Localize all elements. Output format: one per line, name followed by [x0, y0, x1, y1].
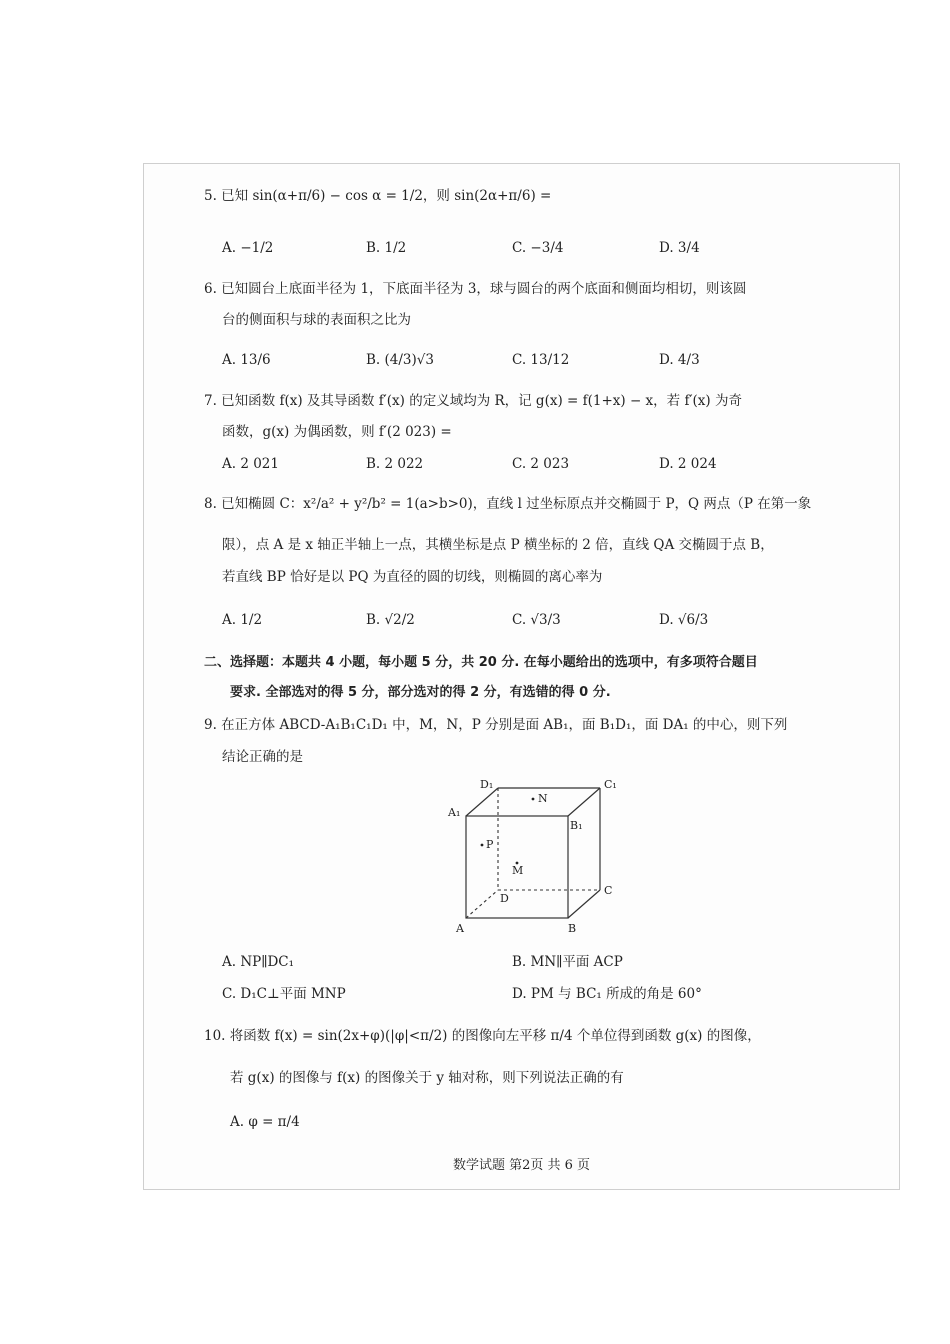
label-m: M [512, 864, 524, 877]
q5-option-d: D. 3/4 [659, 240, 700, 256]
point-p [481, 844, 484, 847]
q5-option-a: A. −1/2 [222, 240, 274, 256]
q5-stem: 5. 已知 sin(α+π/6) − cos α = 1/2，则 sin(2α+π/6) = [204, 188, 552, 204]
q10-line-1: 10. 将函数 f(x) = sin(2x+φ)(|φ|<π/2) 的图像向左平移 π/4 个单位得到函数 g(x) 的图像， [204, 1028, 761, 1044]
q8-line-2: 限），点 A 是 x 轴正半轴上一点，其横坐标是点 P 横坐标的 2 倍，直线 QA 交椭圆于点 B， [222, 537, 774, 553]
label-p: P [486, 838, 494, 851]
q7-line-2: 函数，g(x) 为偶函数，则 f′(2 023) = [222, 424, 452, 440]
q8-line-3: 若直线 BP 恰好是以 PQ 为直径的圆的切线，则椭圆的离心率为 [222, 569, 603, 585]
q6-option-d: D. 4/3 [659, 352, 700, 368]
cube-edge-b1c1 [568, 788, 600, 816]
cube-hidden-edge-ad [466, 890, 498, 918]
q7-option-c: C. 2 023 [512, 456, 570, 472]
exam-page [143, 163, 900, 1190]
label-b1: B₁ [570, 819, 583, 832]
q9-option-b: B. MN∥平面 ACP [512, 954, 623, 970]
q8-option-b: B. √2/2 [366, 612, 415, 628]
label-d1: D₁ [480, 778, 494, 791]
section2-instructions-2: 要求. 全部选对的得 5 分，部分选对的得 2 分，有选错的得 0 分. [230, 685, 611, 700]
point-n [532, 798, 535, 801]
q8-line-1: 8. 已知椭圆 C：x²/a² + y²/b² = 1(a>b>0)，直线 l 过坐标原点并交椭圆于 P，Q 两点（P 在第一象 [204, 496, 812, 512]
point-m [516, 862, 519, 865]
q8-option-c: C. √3/3 [512, 612, 561, 628]
cube-edge-a1d1 [466, 788, 498, 816]
q7-option-b: B. 2 022 [366, 456, 424, 472]
label-a: A [456, 922, 464, 935]
q6-option-b: B. (4/3)√3 [366, 352, 434, 368]
q9-line-2: 结论正确的是 [222, 749, 303, 765]
q9-line-1: 9. 在正方体 ABCD-A₁B₁C₁D₁ 中，M，N，P 分别是面 AB₁，面 B₁D₁，面 DA₁ 的中心，则下列 [204, 717, 788, 733]
label-c1: C₁ [604, 778, 617, 791]
cube-figure [436, 776, 626, 936]
section2-instructions-1: 二、选择题：本题共 4 小题，每小题 5 分，共 20 分. 在每小题给出的选项中，有多项符合题目 [204, 655, 758, 670]
q9-option-a: A. NP∥DC₁ [222, 954, 295, 970]
q6-line-2: 台的侧面积与球的表面积之比为 [222, 312, 411, 328]
q7-option-a: A. 2 021 [222, 456, 279, 472]
q9-option-d: D. PM 与 BC₁ 所成的角是 60° [512, 986, 702, 1002]
label-a1: A₁ [448, 806, 461, 819]
q10-option-a: A. φ = π/4 [230, 1114, 300, 1130]
label-n: N [538, 792, 548, 805]
q10-line-2: 若 g(x) 的图像与 f(x) 的图像关于 y 轴对称，则下列说法正确的有 [230, 1070, 624, 1086]
q7-line-1: 7. 已知函数 f(x) 及其导函数 f′(x) 的定义域均为 R，记 g(x) = f(1+x) − x，若 f′(x) 为奇 [204, 393, 742, 409]
q5-option-b: B. 1/2 [366, 240, 407, 256]
q6-option-a: A. 13/6 [222, 352, 271, 368]
label-d: D [500, 892, 509, 905]
q8-option-a: A. 1/2 [222, 612, 263, 628]
q8-option-d: D. √6/3 [659, 612, 709, 628]
label-b: B [568, 922, 577, 935]
q7-option-d: D. 2 024 [659, 456, 717, 472]
q6-line-1: 6. 已知圆台上底面半径为 1，下底面半径为 3，球与圆台的两个底面和侧面均相切，则该圆 [204, 281, 747, 297]
label-c: C [604, 884, 613, 897]
q9-option-c: C. D₁C⊥平面 MNP [222, 986, 346, 1002]
q5-option-c: C. −3/4 [512, 240, 564, 256]
cube-edge-bc [568, 890, 600, 918]
q6-option-c: C. 13/12 [512, 352, 570, 368]
page-footer: 数学试题 第2页 共 6 页 [452, 1158, 591, 1173]
